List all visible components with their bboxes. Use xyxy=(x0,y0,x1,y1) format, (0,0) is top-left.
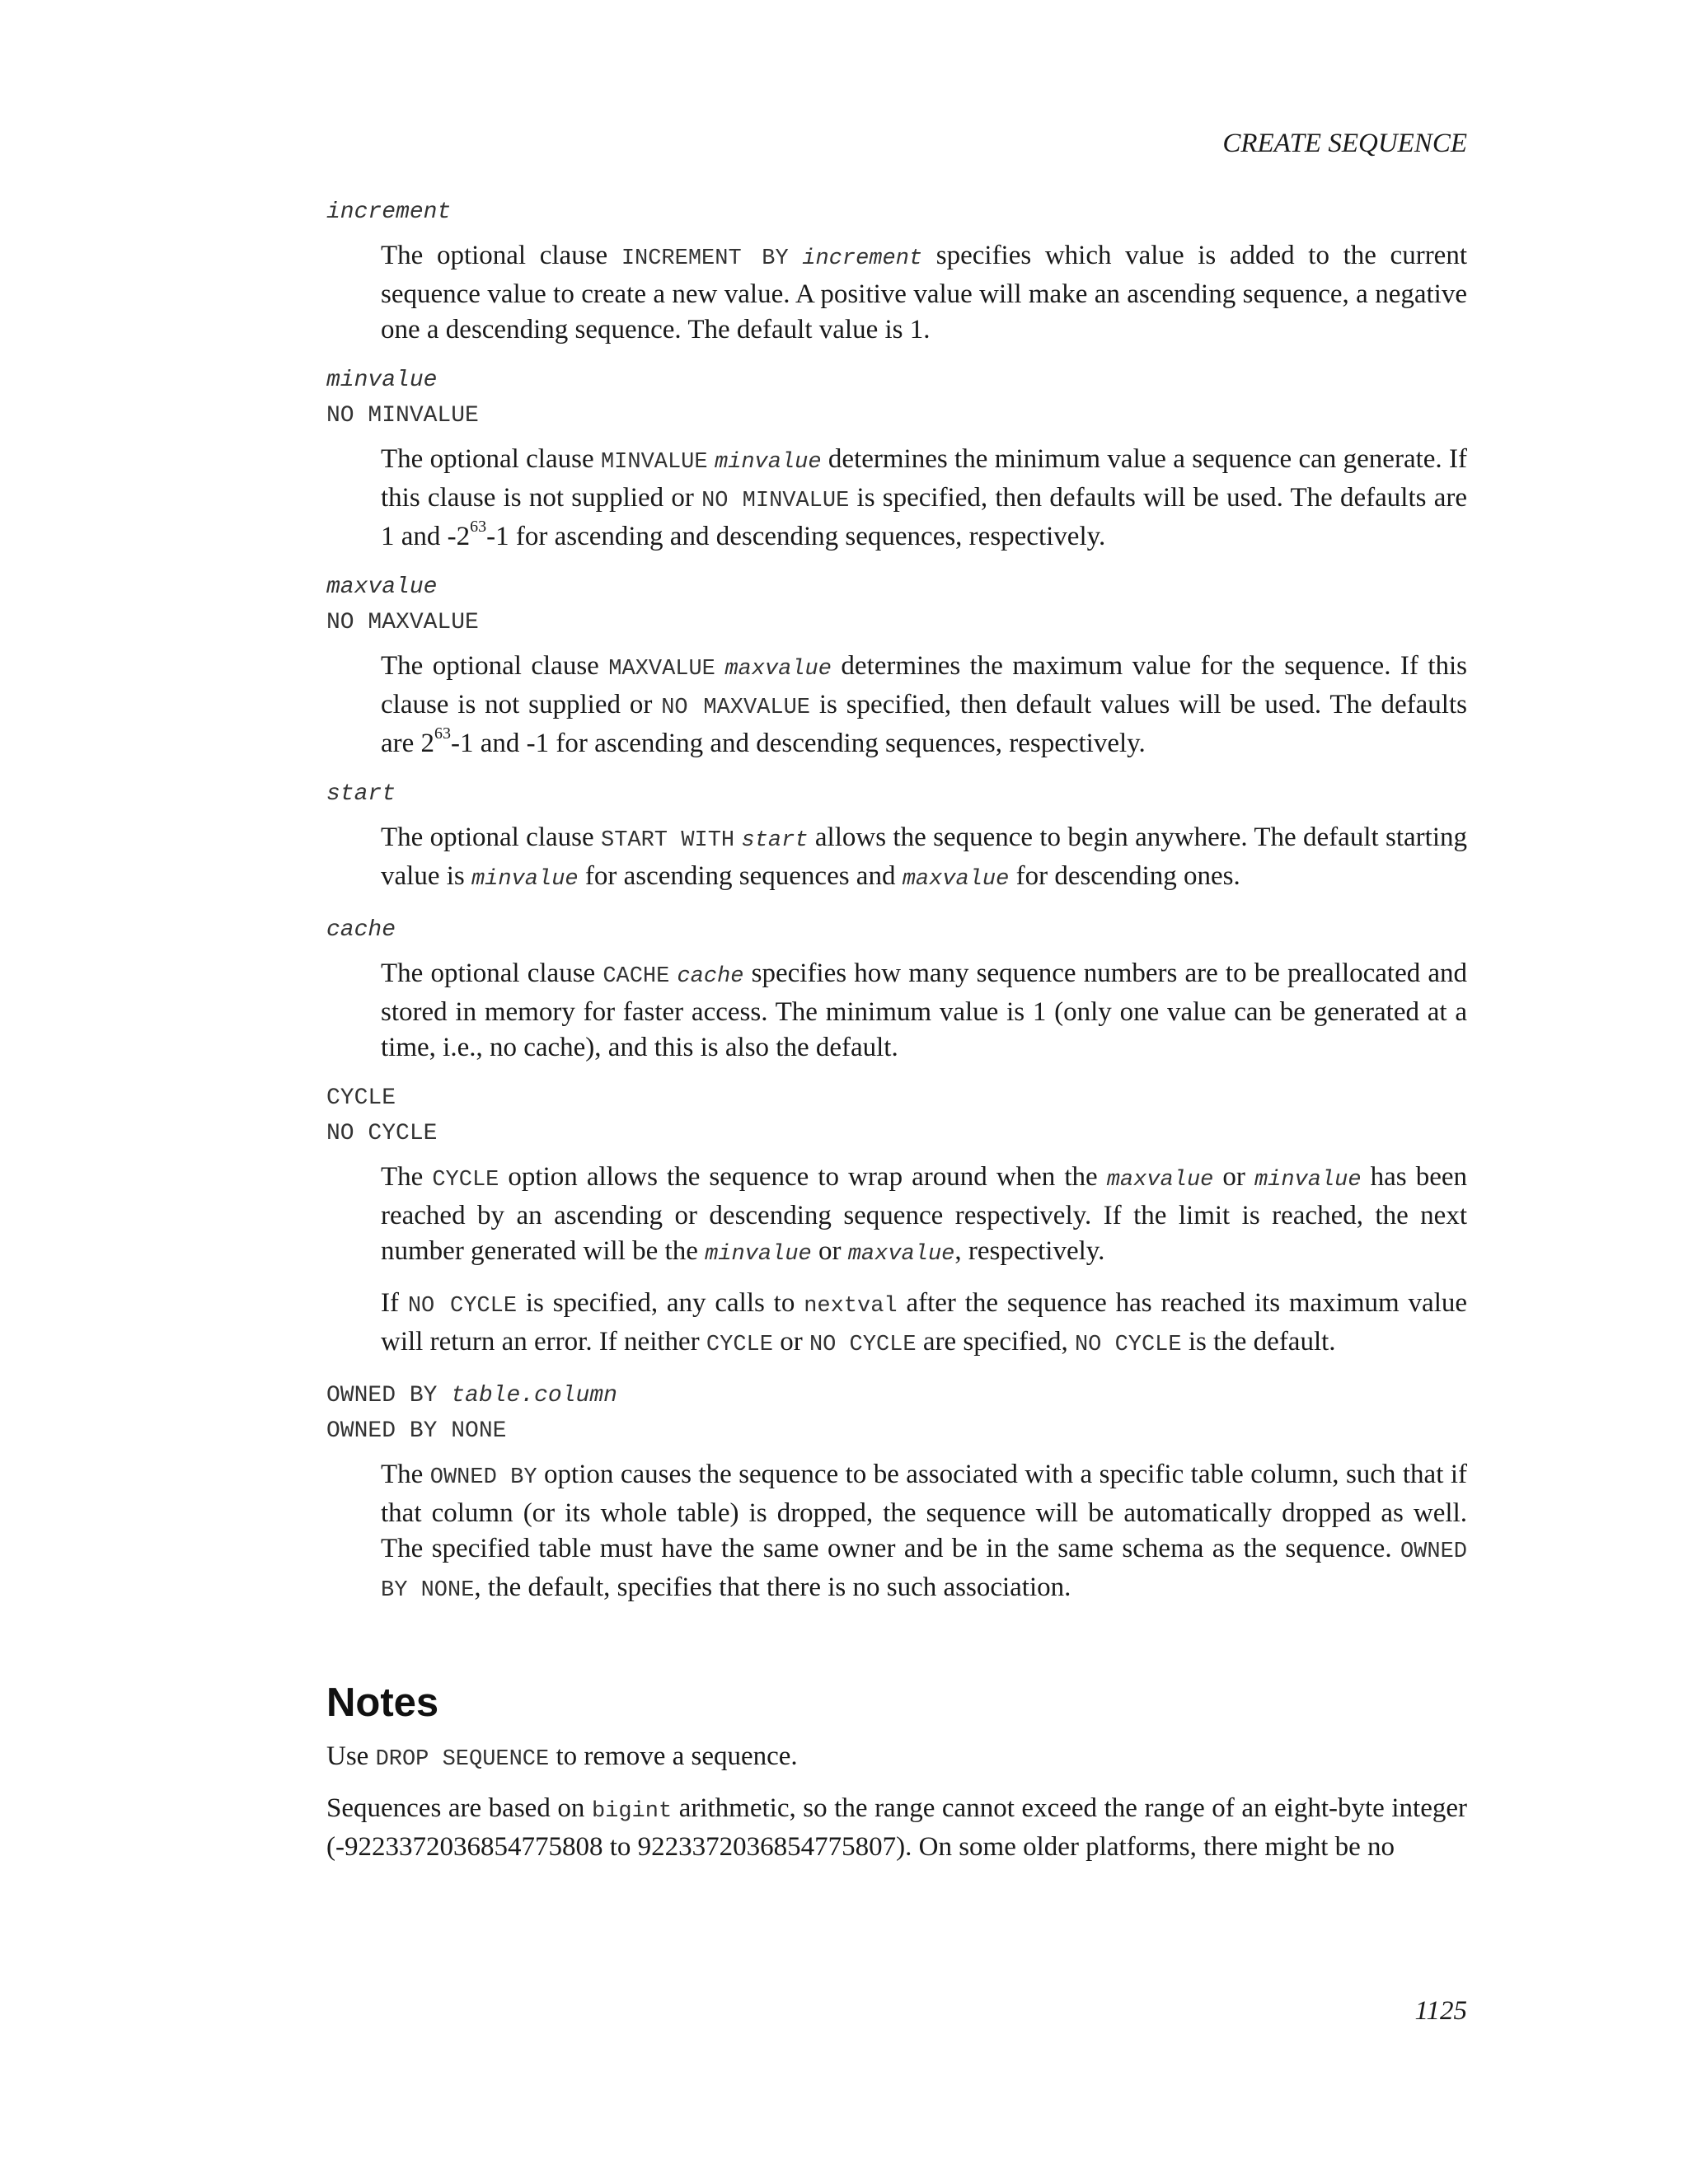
term-placeholder: minvalue xyxy=(326,368,438,393)
description-paragraph xyxy=(381,956,1467,1066)
text-run xyxy=(715,651,724,681)
code-literal: NO MINVALUE xyxy=(701,489,850,513)
page-number: 1125 xyxy=(1414,1996,1467,2026)
notes-paragraph xyxy=(326,1791,1467,1865)
text-run: specifies how many sequence numbers are to be preallocated and stored in memory for faster access. The minimum value is 1 (only one value can be generated at a time, i.e., no cache), and this is also the default. xyxy=(381,958,1468,1062)
text-run: or xyxy=(772,1327,809,1357)
code-literal: bigint xyxy=(591,1799,673,1824)
parameter-term xyxy=(326,605,1467,640)
code-literal: CACHE xyxy=(603,964,670,989)
parameter-term xyxy=(326,363,1467,398)
text-run xyxy=(789,241,803,270)
code-literal: CYCLE xyxy=(706,1333,773,1357)
running-header: CREATE SEQUENCE xyxy=(1222,129,1467,158)
superscript: 63 xyxy=(470,518,487,536)
parameter-term xyxy=(326,1116,1467,1151)
text-run: determines the minimum value a sequence can generate. If this clause is not supplied or xyxy=(381,444,1467,513)
text-run: for ascending sequences and xyxy=(578,861,903,891)
code-placeholder: maxvalue xyxy=(724,657,832,682)
text-run: or xyxy=(811,1236,848,1266)
parameter-term xyxy=(326,1413,1467,1449)
code-literal: NO CYCLE xyxy=(1074,1333,1182,1357)
description-paragraph xyxy=(381,238,1467,348)
term-placeholder: cache xyxy=(326,917,396,943)
code-placeholder: maxvalue xyxy=(902,867,1010,892)
parameter-term xyxy=(326,398,1467,434)
term-literal: OWNED BY xyxy=(326,1383,452,1408)
text-run: If xyxy=(381,1288,408,1318)
text-run: , the default, specifies that there is no such association. xyxy=(474,1572,1071,1602)
code-literal: NO CYCLE xyxy=(407,1294,518,1319)
code-placeholder: cache xyxy=(677,964,744,989)
description-paragraph xyxy=(381,649,1467,762)
term-placeholder: start xyxy=(326,781,396,807)
parameter-description xyxy=(381,442,1467,555)
notes-paragraph xyxy=(326,1739,1467,1778)
text-run: to remove a sequence. xyxy=(549,1741,798,1771)
code-placeholder: maxvalue xyxy=(847,1242,955,1267)
text-run: The xyxy=(381,1162,433,1192)
parameter-term xyxy=(326,912,1467,948)
text-run: specifies which value is added to the current sequence value to create a new value. A positive value will make an ascending sequence, a negative one a descending sequence. The default value is 1. xyxy=(381,241,1468,344)
description-paragraph xyxy=(381,1286,1467,1363)
term-literal: NO MINVALUE xyxy=(326,403,479,429)
parameter-term xyxy=(326,776,1467,812)
text-run: are specified, xyxy=(916,1327,1075,1357)
code-literal: OWNED BY NONE xyxy=(381,1540,1467,1603)
term-literal: NO MAXVALUE xyxy=(326,610,479,635)
text-run: Use xyxy=(326,1741,376,1771)
code-literal: INCREMENT BY xyxy=(621,246,789,271)
term-literal: NO CYCLE xyxy=(326,1121,438,1146)
text-run: The optional clause xyxy=(381,823,601,852)
text-run: has been reached by an ascending or descending sequence respectively. If the limit is reached, the next number generated will be the xyxy=(381,1162,1467,1266)
notes-heading: Notes xyxy=(326,1680,439,1725)
code-placeholder: minvalue xyxy=(471,867,579,892)
parameter-description xyxy=(381,1160,1467,1363)
code-placeholder: maxvalue xyxy=(1106,1168,1214,1193)
parameter-description xyxy=(381,1457,1467,1609)
text-run: The optional clause xyxy=(381,444,601,474)
text-run: arithmetic, so the range cannot exceed the range of an eight-byte integer (-9223372036854775808 to 9223372036854775807). On some older platforms, there might be no xyxy=(326,1793,1467,1862)
code-literal: CYCLE xyxy=(432,1168,499,1193)
parameter-term xyxy=(326,194,1467,230)
text-run: option causes the sequence to be associated with a specific table column, such that if that column (or its whole table) is dropped, the sequence will be automatically dropped as well. The specified table must have the same owner and be in the same schema as the sequence. xyxy=(381,1460,1467,1563)
term-placeholder: maxvalue xyxy=(326,574,438,600)
code-literal: NO MAXVALUE xyxy=(661,696,811,720)
superscript: 63 xyxy=(434,724,452,743)
parameter-list xyxy=(326,194,1467,1609)
text-run: is the default. xyxy=(1181,1327,1336,1357)
code-placeholder: start xyxy=(741,828,809,853)
code-literal: MAXVALUE xyxy=(608,657,715,682)
description-paragraph xyxy=(381,1160,1467,1272)
text-run: The optional clause xyxy=(381,241,621,270)
code-literal: nextval xyxy=(804,1294,898,1319)
description-paragraph xyxy=(381,442,1467,555)
term-placeholder: table.column xyxy=(451,1383,617,1408)
code-literal: NO CYCLE xyxy=(809,1333,917,1357)
parameter-description xyxy=(381,820,1467,898)
code-placeholder: minvalue xyxy=(705,1242,812,1267)
term-literal: CYCLE xyxy=(326,1085,396,1111)
text-run: is specified, then default values will be used. The defaults are 2 xyxy=(381,690,1467,758)
term-literal: OWNED BY NONE xyxy=(326,1418,507,1444)
text-run: Sequences are based on xyxy=(326,1793,592,1823)
description-paragraph xyxy=(381,1457,1467,1609)
code-literal: START WITH xyxy=(601,828,735,853)
text-run: after the sequence has reached its maximum value will return an error. If neither xyxy=(381,1288,1468,1357)
text-run: is specified, then defaults will be used. The defaults are 1 and -2 xyxy=(381,483,1467,551)
term-placeholder: increment xyxy=(326,199,452,225)
parameter-term xyxy=(326,569,1467,605)
text-run: option allows the sequence to wrap around when the xyxy=(499,1162,1107,1192)
text-run: The optional clause xyxy=(381,651,609,681)
code-placeholder: minvalue xyxy=(714,450,822,475)
parameter-description xyxy=(381,649,1467,762)
text-run xyxy=(708,444,715,474)
notes-section xyxy=(326,1739,1467,1865)
text-run: allows the sequence to begin anywhere. The default starting value is xyxy=(381,823,1467,891)
text-run: -1 for ascending and descending sequences, respectively. xyxy=(486,522,1106,551)
page-content xyxy=(326,194,1467,1878)
code-placeholder: minvalue xyxy=(1254,1168,1362,1193)
text-run: is specified, any calls to xyxy=(517,1288,804,1318)
code-literal: MINVALUE xyxy=(600,450,708,475)
parameter-description xyxy=(381,956,1467,1066)
text-run: determines the maximum value for the sequence. If this clause is not supplied or xyxy=(381,651,1468,719)
parameter-term xyxy=(326,1080,1467,1116)
code-placeholder: increment xyxy=(802,246,923,271)
code-literal: DROP SEQUENCE xyxy=(375,1747,550,1772)
text-run: The xyxy=(381,1460,430,1489)
code-literal: OWNED BY xyxy=(429,1465,537,1490)
text-run: -1 and -1 for ascending and descending sequences, respectively. xyxy=(451,729,1146,758)
parameter-description xyxy=(381,238,1467,348)
description-paragraph xyxy=(381,820,1467,898)
text-run: for descending ones. xyxy=(1009,861,1240,891)
text-run: The optional clause xyxy=(381,958,603,988)
text-run xyxy=(734,823,741,852)
parameter-term xyxy=(326,1378,1467,1413)
text-run: , respectively. xyxy=(954,1236,1105,1266)
text-run: or xyxy=(1213,1162,1254,1192)
